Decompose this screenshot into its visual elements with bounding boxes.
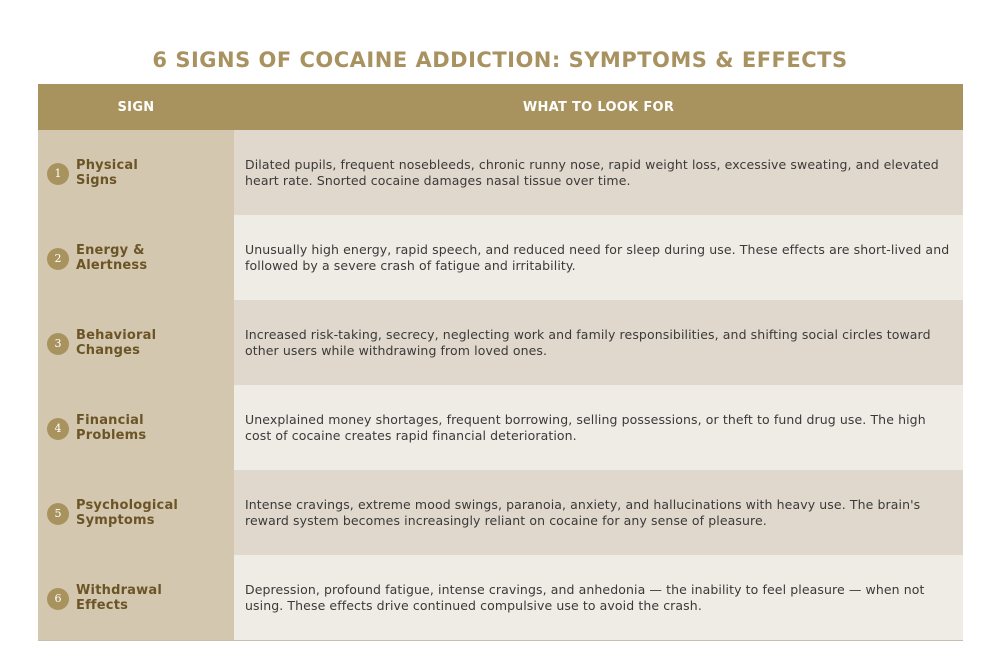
description-cell: Intense cravings, extreme mood swings, paranoia, anxiety, and hallucinations with heavy use. The brain's reward system becomes increasingly reliant on cocaine for any sense of pleasure. [234, 470, 963, 555]
table-row [38, 470, 963, 555]
number-badge: 1 [47, 163, 69, 185]
sign-cell [38, 130, 234, 215]
description-cell: Depression, profound fatigue, intense cravings, and anhedonia — the inability to feel pleasure — when not using. These effects drive continued compulsive use to avoid the crash. [234, 555, 963, 640]
description-cell: Unexplained money shortages, frequent borrowing, selling possessions, or theft to fund drug use. The high cost of cocaine creates rapid financial deterioration. [234, 385, 963, 470]
sign-cell [38, 470, 234, 555]
sign-label-line1: Behavioral [76, 327, 157, 343]
page-title: 6 SIGNS OF COCAINE ADDICTION: SYMPTOMS & EFFECTS [152, 48, 848, 72]
table-row [38, 300, 963, 385]
sign-label [76, 498, 178, 528]
sign-cell [38, 215, 234, 300]
sign-label [76, 328, 156, 358]
sign-label-line2: Problems [76, 427, 147, 443]
table-row [38, 385, 963, 470]
number-badge: 6 [47, 588, 69, 610]
table-header [38, 84, 963, 130]
sign-label-line2: Changes [76, 342, 141, 358]
number-badge: 3 [47, 333, 69, 355]
number-badge: 4 [47, 418, 69, 440]
header-sign: SIGN [117, 99, 155, 115]
sign-label-line1: Financial [76, 412, 144, 428]
description-cell: Unusually high energy, rapid speech, and reduced need for sleep during use. These effects are short-lived and followed by a severe crash of fatigue and irritability. [234, 215, 963, 300]
header-what-to-look-for: WHAT TO LOOK FOR [522, 99, 675, 115]
table-row [38, 555, 963, 640]
sign-label-line1: Withdrawal [76, 582, 162, 598]
sign-label-line2: Signs [76, 172, 118, 188]
sign-label-line1: Psychological [76, 497, 179, 513]
sign-cell [38, 385, 234, 470]
table-row [38, 215, 963, 300]
sign-cell [38, 300, 234, 385]
table-bottom-divider [38, 640, 963, 641]
sign-label-line2: Alertness [76, 257, 148, 273]
table-row [38, 130, 963, 215]
sign-label [76, 243, 147, 273]
sign-label [76, 413, 146, 443]
sign-cell [38, 555, 234, 640]
sign-label-line1: Energy & [76, 242, 145, 258]
number-badge: 2 [47, 248, 69, 270]
sign-label [76, 583, 162, 613]
sign-label-line2: Effects [76, 597, 129, 613]
description-cell: Dilated pupils, frequent nosebleeds, chronic runny nose, rapid weight loss, excessive sweating, and elevated heart rate. Snorted cocaine damages nasal tissue over time. [234, 130, 963, 215]
description-cell: Increased risk-taking, secrecy, neglecting work and family responsibilities, and shifting social circles toward other users while withdrawing from loved ones. [234, 300, 963, 385]
sign-label-line1: Physical [76, 157, 138, 173]
number-badge: 5 [47, 503, 69, 525]
sign-label-line2: Symptoms [76, 512, 155, 528]
sign-label [76, 158, 138, 188]
signs-table [38, 84, 963, 641]
